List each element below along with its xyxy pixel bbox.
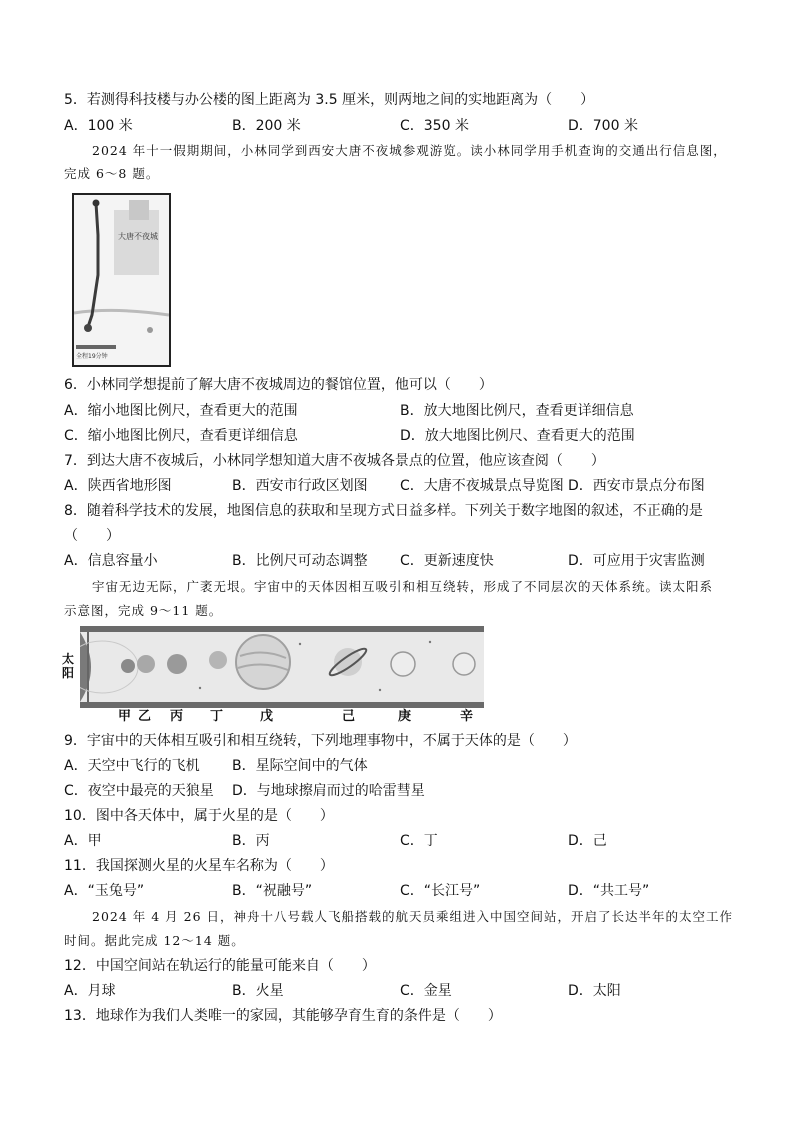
q11-option-a: A．“玉兔号” [64, 883, 145, 899]
navigation-map-figure [72, 193, 171, 367]
q6-stem: 6．小林同学想提前了解大唐不夜城周边的餐馆位置，他可以（ ） [64, 377, 493, 393]
planet-xin [453, 653, 475, 675]
q5-option-a: A．100 米 [64, 118, 133, 134]
planet-bing [167, 654, 187, 674]
q7-option-b: B．西安市行政区划图 [232, 478, 368, 494]
q7-option-a: A．陕西省地形图 [64, 478, 172, 494]
q10-option-b: B．丙 [232, 833, 270, 849]
q12-option-d: D．太阳 [568, 983, 621, 999]
q8-option-b: B．比例尺可动态调整 [232, 553, 368, 569]
end-pin [84, 324, 92, 332]
start-pin [93, 200, 100, 207]
planet-wu [236, 635, 290, 689]
q10-option-c: C．丁 [400, 833, 438, 849]
passage-2-line-1: 宇宙无边无际，广袤无垠。宇宙中的天体因相互吸引和相互绕转，形成了不同层次的天体系统。读太阳系 [92, 579, 714, 594]
q8-stem-line-2: （ ） [64, 528, 120, 544]
planet-label-ji: 己 [342, 709, 356, 724]
q8-stem-line-1: 8．随着科学技术的发展，地图信息的获取和呈现方式日益多样。下列关于数字地图的叙述，不正确的是 [64, 503, 703, 519]
q7-option-d: D．西安市景点分布图 [568, 478, 705, 494]
q9-option-c: C．夜空中最亮的天狼星 [64, 783, 214, 799]
q11-option-c: C．“长江号” [400, 883, 481, 899]
q6-option-c: C．缩小地图比例尺，查看更详细信息 [64, 428, 298, 444]
q12-option-c: C．金星 [400, 983, 452, 999]
q12-option-a: A．月球 [64, 983, 116, 999]
planet-label-xin: 辛 [460, 709, 474, 724]
q8-option-d: D．可应用于灾害监测 [568, 553, 705, 569]
q9-option-d: D．与地球擦肩而过的哈雷彗星 [232, 783, 425, 799]
solar-system-illustration [80, 626, 484, 708]
planet-label-yi: 乙 [138, 709, 152, 724]
q11-stem: 11．我国探测火星的火星车名称为（ ） [64, 858, 334, 874]
q8-option-c: C．更新速度快 [400, 553, 494, 569]
q10-option-a: A．甲 [64, 833, 102, 849]
q6-option-d: D．放大地图比例尺、查看更大的范围 [400, 428, 635, 444]
planet-label-geng: 庚 [398, 709, 412, 724]
q10-option-d: D．己 [568, 833, 607, 849]
q7-option-c: C．大唐不夜城景点导览图 [400, 478, 564, 494]
q9-stem: 9．宇宙中的天体相互吸引和相互绕转，下列地理事物中，不属于天体的是（ ） [64, 733, 577, 749]
q12-stem: 12．中国空间站在轨运行的能量可能来自（ ） [64, 958, 376, 974]
map-destination-label: 大唐不夜城 [118, 232, 158, 241]
passage-1-line-2: 完成 6～8 题。 [64, 166, 160, 181]
q10-stem: 10．图中各天体中，属于火星的是（ ） [64, 808, 334, 824]
q9-option-b: B．星际空间中的气体 [232, 758, 368, 774]
q8-option-a: A．信息容量小 [64, 553, 158, 569]
planet-label-ding: 丁 [210, 709, 224, 724]
q5-stem: 5．若测得科技楼与办公楼的图上距离为 3.5 厘米，则两地之间的实地距离为（ ） [64, 92, 595, 108]
map-illustration [74, 195, 169, 365]
q6-option-a: A．缩小地图比例尺，查看更大的范围 [64, 403, 298, 419]
q12-option-b: B．火星 [232, 983, 284, 999]
passage-3-line-2: 时间。据此完成 12～14 题。 [64, 933, 245, 948]
planet-label-bing: 丙 [170, 709, 184, 724]
q5-option-c: C．350 米 [400, 118, 469, 134]
passage-3-line-1: 2024 年 4 月 26 日，神舟十八号载人飞船搭载的航天员乘组进入中国空间站，开启了长达半年的太空工作 [92, 909, 734, 924]
q6-option-b: B．放大地图比例尺，查看更详细信息 [400, 403, 634, 419]
sun-label: 太阳 [62, 652, 75, 680]
q5-option-b: B．200 米 [232, 118, 301, 134]
q11-option-d: D．“共工号” [568, 883, 650, 899]
planet-jia [121, 659, 135, 673]
planet-label-jia: 甲 [118, 709, 132, 724]
passage-1-line-1: 2024 年十一假期期间，小林同学到西安大唐不夜城参观游览。读小林同学用手机查询的交通出行信息图， [92, 143, 727, 158]
q13-stem: 13．地球作为我们人类唯一的家园，其能够孕育生育的条件是（ ） [64, 1008, 502, 1024]
planet-labels [80, 708, 484, 726]
q5-option-d: D．700 米 [568, 118, 638, 134]
q9-option-a: A．天空中飞行的飞机 [64, 758, 200, 774]
map-travel-time: 全程19分钟 [76, 353, 108, 360]
planet-label-wu: 戊 [260, 709, 274, 724]
planet-geng [391, 652, 415, 676]
passage-2-line-2: 示意图，完成 9～11 题。 [64, 603, 223, 618]
planet-ding [209, 651, 227, 669]
q7-stem: 7．到达大唐不夜城后，小林同学想知道大唐不夜城各景点的位置，他应该查阅（ ） [64, 453, 605, 469]
q11-option-b: B．“祝融号” [232, 883, 313, 899]
solar-system-figure [80, 626, 484, 708]
planet-yi [137, 655, 155, 673]
